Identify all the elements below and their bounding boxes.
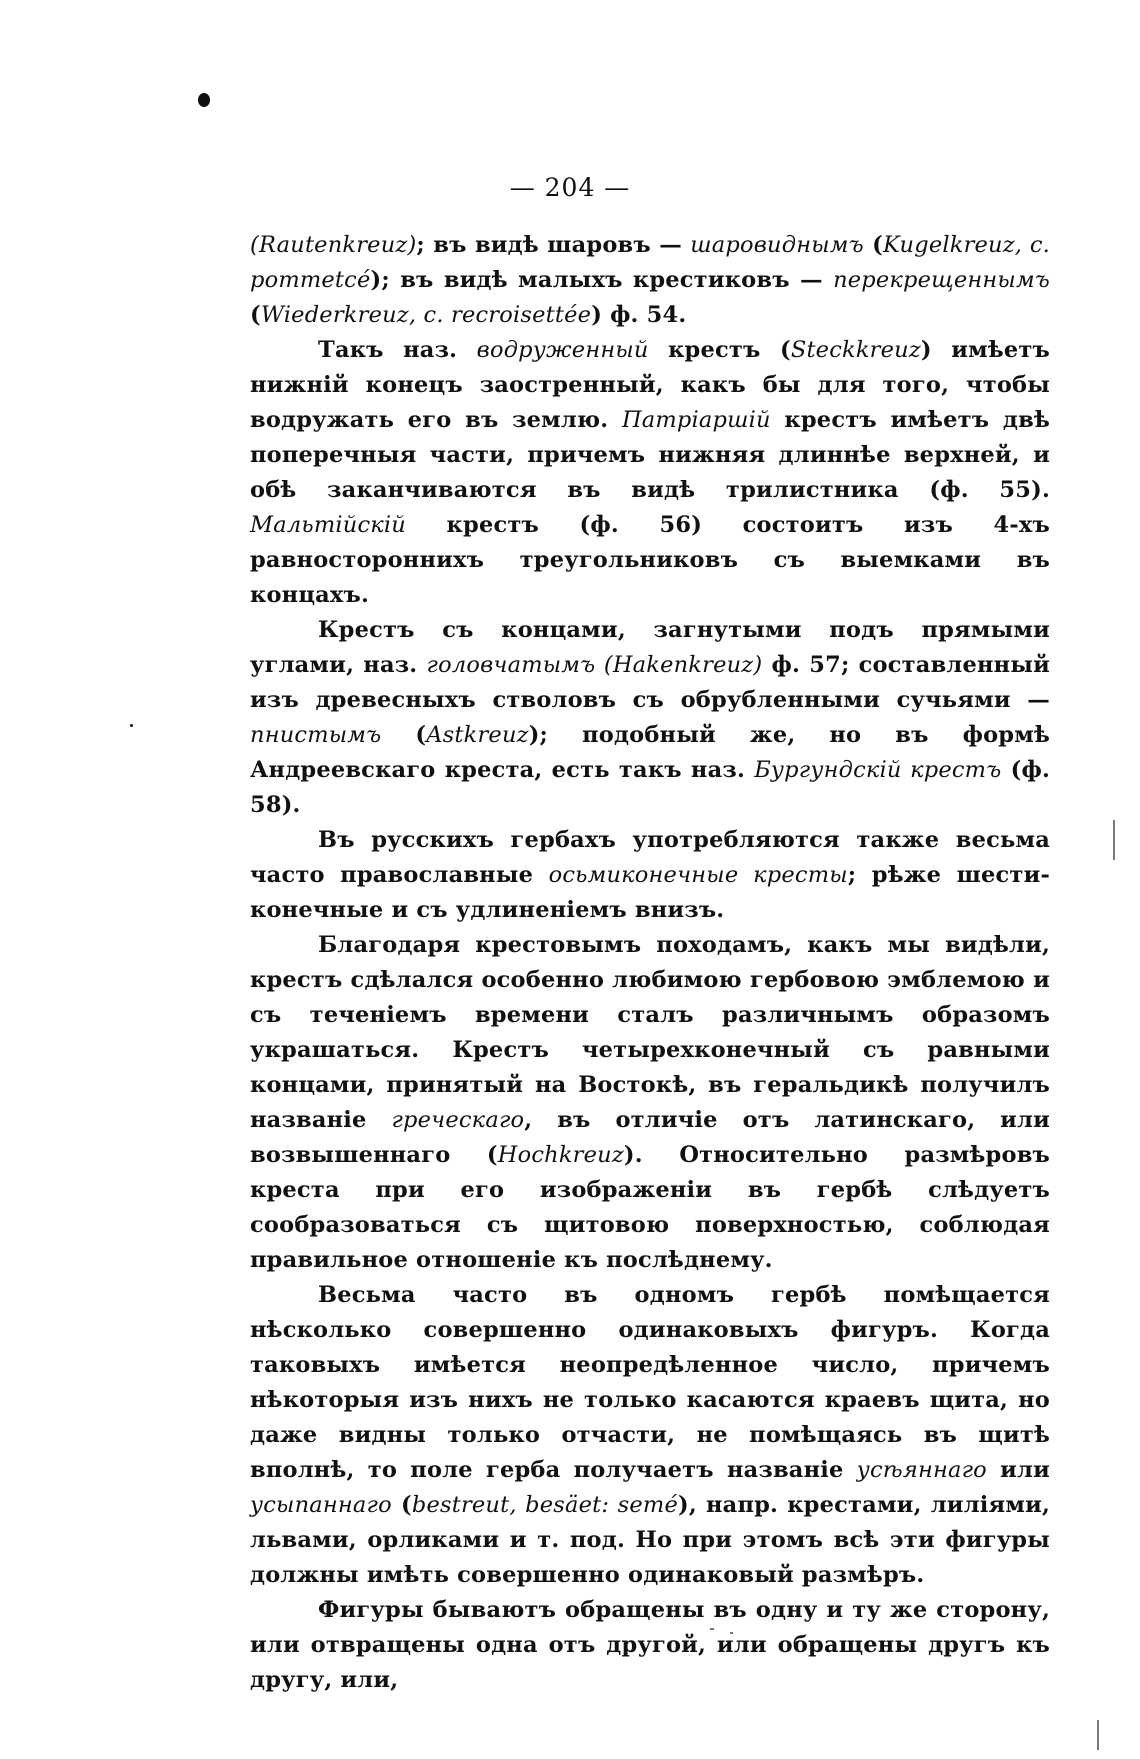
italic-term: усыпаннаго [250,1492,392,1518]
text-run: или [986,1457,1051,1483]
italic-term: Патріаршій [621,407,771,433]
text-run: ( [391,1492,412,1518]
italic-term: перекрещеннымъ [833,267,1050,293]
italic-term: шаровиднымъ [690,232,864,258]
italic-term: (Rautenkreuz) [250,232,417,258]
italic-term: Мальтійскій [250,512,406,538]
text-run: Весьма часто въ одномъ гербѣ помѣщается нѣсколько совершенно одинаковыхъ фигуръ. Когда таковыхъ имѣется неопредѣленное число, причемъ нѣкоторыя изъ нихъ не только касаются краевъ щита, но даже видны только отчасти, не помѣщаясь въ щитѣ вполнѣ, то поле герба получаетъ названіе [250,1282,1050,1483]
paragraph [250,1278,1050,1593]
margin-mark [1113,820,1115,860]
text-run: Въ русскихъ гербахъ употребляются также весьма часто православные [250,827,1050,888]
margin-mark [1097,1720,1099,1750]
text-run: ; рѣже шести-конечные и съ удлиненіемъ внизъ. [250,862,1050,923]
text-run: ( [863,232,884,258]
italic-term: усѣяннаго [856,1457,987,1483]
text-run: крестъ имѣетъ двѣ поперечныя части, причемъ нижняя длиннѣе верхней, и обѣ заканчиваются въ видѣ трилистника (ф. 55). [250,407,1050,503]
paragraph [250,228,1050,333]
text-run: Фигуры бываютъ обращены въ одну и ту же сторону, или отвращены одна отъ другой, или обращены другъ къ другу, или, [250,1597,1050,1693]
paragraph [250,928,1050,1278]
text-run: ) ф. 54. [591,302,687,328]
italic-term: греческаго [391,1107,525,1133]
italic-term: Бургундскій крестъ [754,757,1002,783]
paragraph [250,1593,1050,1698]
text-run: , въ отличіе отъ латинскаго, или возвышеннаго ( [250,1107,1050,1168]
text-run: крестъ ( [648,337,791,363]
page-number: — 204 — [509,173,631,202]
text-run: ), напр. крестами, лиліями, львами, орликами и т. под. Но при этомъ всѣ эти фигуры должны имѣть совершенно одинаковый размѣръ. [250,1492,1051,1588]
ink-speck [130,724,133,727]
text-run: Такъ наз. [318,337,477,363]
italic-term: Astkreuz [426,722,529,748]
italic-term: Kugelkreuz, c. pommetcé [250,232,1050,293]
italic-term: Hochkreuz [497,1142,624,1168]
text-run: ) имѣетъ нижній конецъ заостренный, какъ бы для того, чтобы водружать его въ землю. [250,337,1051,433]
text-run: Крестъ съ концами, загнутыми подъ прямыми углами, наз. [250,617,1050,678]
paragraph [250,613,1050,823]
text-run: ); подобный же, но въ формѣ Андреевскаго креста, есть такъ наз. [250,722,1050,783]
text-run: ; въ видѣ шаровъ — [416,232,691,258]
italic-term: осьмиконечные кресты [548,862,848,888]
text-run: ). Относительно размѣровъ креста при его изображеніи въ гербѣ слѣдуетъ сообразоваться съ щитовою поверхностью, соблюдая правильное отношеніе къ послѣднему. [250,1142,1050,1273]
body-text [250,228,1050,1698]
text-run: ); въ видѣ малыхъ крестиковъ — [370,267,834,293]
italic-term: водруженный [476,337,649,363]
text-run: ( [250,302,261,328]
italic-term: Wiederkreuz, c. recroisettée [260,302,592,328]
text-run: ф. 57; составленный изъ древесныхъ стволовъ съ обрубленными сучьями — [250,652,1050,713]
italic-term: пнистымъ [250,722,382,748]
italic-term: bestreut, besäet: semé [411,1492,678,1518]
text-run: (ф. 58). [250,757,1050,818]
italic-term: Steckkreuz [790,337,921,363]
ink-dot [198,93,210,107]
text-run: крестъ (ф. 56) состоитъ изъ 4-хъ равностороннихъ треугольниковъ съ выемками въ концахъ. [250,512,1050,608]
italic-term: головчатымъ (Hakenkreuz) [426,652,763,678]
text-run: Благодаря крестовымъ походамъ, какъ мы видѣли, крестъ сдѣлался особенно любимою гербовою эмблемою и съ теченіемъ времени сталъ различнымъ образомъ украшаться. Крестъ четырехконечный съ равными концами, принятый на Востокѣ, въ геральдикѣ получилъ названіе [250,932,1050,1133]
paragraph [250,333,1050,613]
paragraph [250,823,1050,928]
text-run: ( [381,722,427,748]
